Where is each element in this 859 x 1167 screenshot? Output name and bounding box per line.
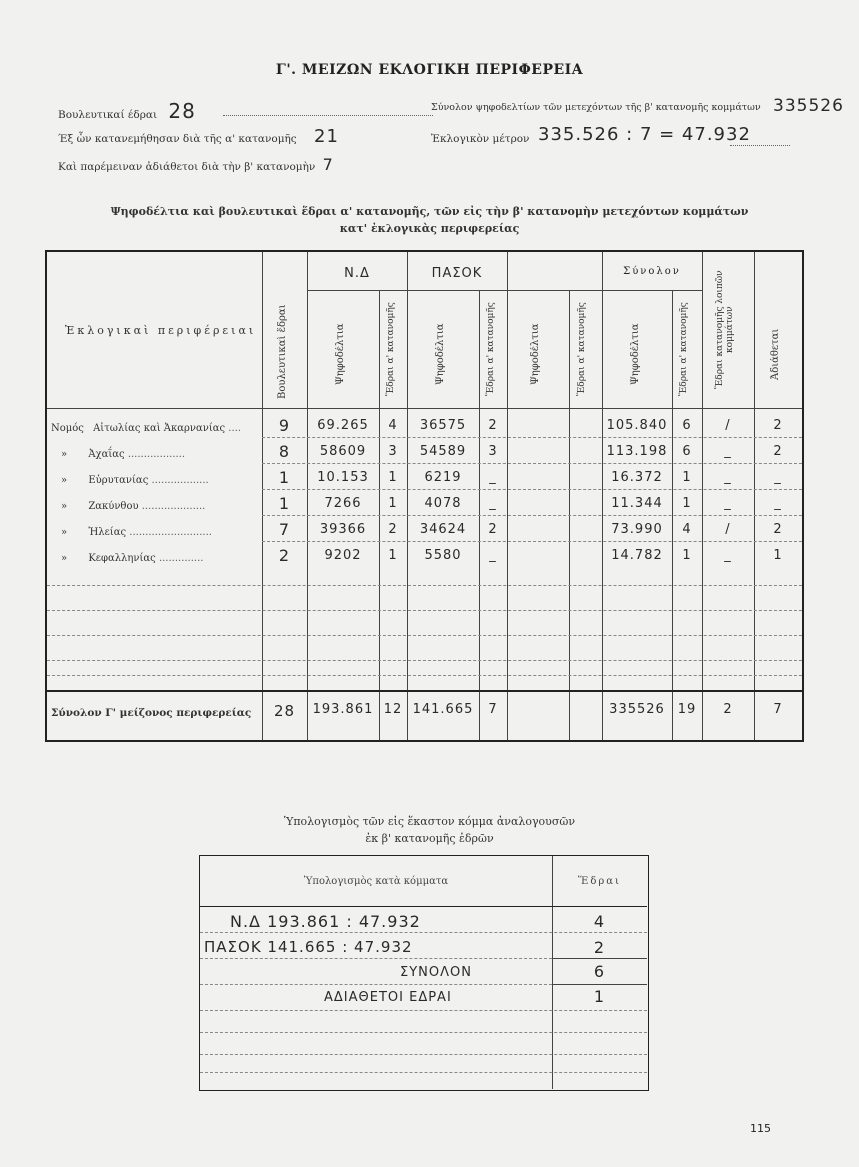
nd-seats-cell: 1 bbox=[388, 548, 398, 563]
row-prefix: » bbox=[61, 527, 68, 538]
unalloc-header: Ἀδιάθεται bbox=[770, 328, 781, 381]
calc-line-text: ΠΑΣΟΚ 141.665 : 47.932 bbox=[204, 938, 413, 956]
region-name: Αἰτωλίας καὶ Ἀκαρνανίας bbox=[93, 423, 226, 434]
nd-votes-cell: 7266 bbox=[324, 496, 362, 511]
total-votes-cell: 14.782 bbox=[611, 548, 663, 563]
nd-votes-cell: 58609 bbox=[319, 444, 367, 459]
total-row-label: Σύνολον Γ' μείζονος περιφερείας bbox=[51, 707, 252, 719]
first-alloc-value: 21 bbox=[314, 126, 339, 147]
other-seats-cell: _ bbox=[724, 548, 732, 563]
nd-votes-cell: 10.153 bbox=[317, 470, 369, 485]
other-seats-cell: _ bbox=[724, 496, 732, 511]
total-header: Σύνολον bbox=[623, 266, 681, 277]
total-nd-votes: 193.861 bbox=[312, 702, 374, 717]
calc-line-text: Ν.Δ 193.861 : 47.932 bbox=[230, 912, 421, 931]
nd-votes-cell: 9202 bbox=[324, 548, 362, 563]
other-seats-cell: _ bbox=[724, 470, 732, 485]
total-total-votes: 335526 bbox=[609, 702, 665, 717]
region-name: Κεφαλληνίας bbox=[88, 553, 156, 564]
total-seats-cell: 4 bbox=[682, 522, 692, 537]
party1-header: Ν.Δ bbox=[344, 266, 370, 281]
calc-subtitle: ἐκ β' κατανομῆς ἑδρῶν bbox=[365, 832, 494, 845]
party1-votes-header: Ψηφοδέλτια bbox=[335, 323, 346, 386]
unalloc-cell: 1 bbox=[773, 548, 783, 563]
total-votes-cell: 73.990 bbox=[611, 522, 663, 537]
unalloc-cell: 2 bbox=[773, 444, 783, 459]
pasok-votes-cell: 54589 bbox=[419, 444, 467, 459]
pasok-votes-cell: 4078 bbox=[424, 496, 462, 511]
nd-seats-cell: 4 bbox=[388, 418, 398, 433]
total-votes-label: Σύνολον ψηφοδελτίων τῶν μετεχόντων τῆς β' κατανομῆς κομμάτων bbox=[431, 102, 761, 113]
calc-title: Ὑπολογισμὸς τῶν εἰς ἕκαστον κόμμα ἀναλογουσῶν bbox=[283, 815, 576, 828]
seats-table: Ἐκλογικαὶ περιφέρειαι Βουλευτικαὶ ἕδραι Ν.Δ Ψηφοδέλτια Ἕδραι α' κατανομῆς ΠΑΣΟΚ Ψηφοδέλτια Ἕδραι α' κατανομῆς Ψηφοδέλτια Ἕδραι α' κατανομῆς Σύνολον Ψηφοδέλτια Ἕδραι α' κατανομῆς Ἕδραι κατανομῆς λοιπῶν κομμάτων Ἀδιάθεται Νομός Αἰτωλίας καὶ Ἀκαρνανίας .... 9 69.265 4 36575 2 105.840 6 / 2 » Ἀχαΐας .................. 8 58609 3 54589 3 113.198 6 _ 2 » Εὐρυτανίας .................. 1 10.153 1 6219 _ 16.372 1 _ _ » Ζακύνθου .................... 1 7266 1 4078 _ 11.344 1 _ _ » Ἠλείας .......................... 7 39366 2 34624 2 73.990 4 / 2 » Κεφαλληνίας .............. 2 9202 1 5580 _ 14.782 1 _ 1 Σύνολον Γ' μείζονος περιφερείας 28 193.861 12 141.665 7 335526 19 2 7 bbox=[45, 250, 804, 742]
calc-line-text: ΣΥΝΟΛΟΝ bbox=[400, 965, 472, 980]
party1-seats-header: Ἕδραι α' κατανομῆς bbox=[386, 302, 396, 396]
total-votes-cell: 16.372 bbox=[611, 470, 663, 485]
unalloc-cell: _ bbox=[774, 470, 782, 485]
party3-seats-header: Ἕδραι α' κατανομῆς bbox=[577, 302, 587, 396]
total-pasok-votes: 141.665 bbox=[412, 702, 474, 717]
seats-cell: 7 bbox=[278, 520, 291, 539]
nd-seats-cell: 3 bbox=[388, 444, 398, 459]
nd-seats-cell: 1 bbox=[388, 470, 398, 485]
nd-seats-cell: 2 bbox=[388, 522, 398, 537]
seats-value: 28 bbox=[168, 99, 196, 123]
pasok-seats-cell: 2 bbox=[488, 522, 498, 537]
total-seats-sum: 28 bbox=[273, 702, 296, 720]
unalloc-cell: 2 bbox=[773, 418, 783, 433]
party2-seats-header: Ἕδραι α' κατανομῆς bbox=[486, 302, 496, 396]
pasok-seats-cell: _ bbox=[489, 470, 497, 485]
pasok-seats-cell: _ bbox=[489, 548, 497, 563]
pasok-votes-cell: 5580 bbox=[424, 548, 462, 563]
calc-line-seats: 6 bbox=[593, 962, 606, 981]
calc-table bbox=[199, 855, 649, 1091]
seats-header: Βουλευτικαὶ ἕδραι bbox=[277, 304, 288, 400]
row-prefix: » bbox=[61, 475, 68, 486]
party3-votes-header: Ψηφοδέλτια bbox=[530, 323, 541, 386]
total-votes-cell: 113.198 bbox=[606, 444, 668, 459]
total-seats-cell: 6 bbox=[682, 418, 692, 433]
seats-line bbox=[58, 99, 378, 123]
pasok-seats-cell: 3 bbox=[488, 444, 498, 459]
row-prefix: » bbox=[61, 501, 68, 512]
remaining-parties-header: Ἕδραι κατανομῆς λοιπῶν κομμάτων bbox=[715, 270, 735, 389]
region-name: Ἀχαΐας bbox=[88, 449, 125, 460]
nd-votes-cell: 39366 bbox=[319, 522, 367, 537]
region-name: Ζακύνθου bbox=[88, 501, 139, 512]
calc-col1-header: Ὑπολογισμὸς κατὰ κόμματα bbox=[303, 876, 449, 887]
total-votes-cell: 105.840 bbox=[606, 418, 668, 433]
party2-header: ΠΑΣΟΚ bbox=[431, 266, 483, 281]
total-seats-cell: 1 bbox=[682, 470, 692, 485]
calc-col2-header: Ἕδραι bbox=[578, 876, 621, 887]
nd-votes-cell: 69.265 bbox=[317, 418, 369, 433]
nd-seats-cell: 1 bbox=[388, 496, 398, 511]
calc-line-seats: 4 bbox=[593, 912, 606, 931]
row-prefix: Νομός bbox=[51, 423, 84, 434]
page-title: Γ'. ΜΕΙΖΩΝ ΕΚΛΟΓΙΚΗ ΠΕΡΙΦΕΡΕΙΑ bbox=[275, 62, 584, 78]
pasok-votes-cell: 34624 bbox=[419, 522, 467, 537]
other-seats-cell: _ bbox=[724, 444, 732, 459]
remaining-value: 7 bbox=[322, 155, 334, 174]
row-prefix: » bbox=[61, 553, 68, 564]
first-alloc-label: Έξ ὧν κατανεμήθησαν διὰ τῆς α' κατανομῆς bbox=[58, 133, 297, 145]
calc-line-seats: 2 bbox=[593, 938, 606, 957]
seats-cell: 1 bbox=[278, 494, 291, 513]
total-votes-cell: 11.344 bbox=[611, 496, 663, 511]
seats-label: Βουλευτικαί έδραι bbox=[58, 109, 158, 121]
total-seats-cell: 6 bbox=[682, 444, 692, 459]
pasok-votes-cell: 36575 bbox=[419, 418, 467, 433]
region-header: Ἐκλογικαὶ περιφέρειαι bbox=[65, 324, 257, 337]
seats-cell: 1 bbox=[278, 468, 291, 487]
other-seats-cell: / bbox=[725, 522, 731, 537]
region-name: Ἠλείας bbox=[88, 527, 127, 538]
total-total-seats: 19 bbox=[677, 702, 697, 717]
row-prefix: » bbox=[61, 449, 68, 460]
total-unalloc: 7 bbox=[773, 702, 783, 717]
calc-line-seats: 1 bbox=[593, 987, 606, 1006]
total-votes-value: 335526 bbox=[773, 96, 844, 116]
total-other-seats: 2 bbox=[723, 702, 733, 717]
total-votes-col-header: Ψηφοδέλτια bbox=[630, 323, 641, 386]
remaining-label: Καὶ παρέμειναν ἀδιάθετοι διὰ τὴν β' κατανομὴν bbox=[58, 161, 316, 173]
table-title: Ψηφοδέλτια καὶ βουλευτικαὶ ἕδραι α' κατανομῆς, τῶν εἰς τὴν β' κατανομὴν μετεχόντων κομμάτων bbox=[110, 205, 749, 218]
unalloc-cell: 2 bbox=[773, 522, 783, 537]
total-seats-header: Ἕδραι α' κατανομῆς bbox=[679, 302, 689, 396]
pasok-seats-cell: 2 bbox=[488, 418, 498, 433]
total-seats-cell: 1 bbox=[682, 548, 692, 563]
pasok-seats-cell: _ bbox=[489, 496, 497, 511]
seats-cell: 9 bbox=[278, 416, 291, 435]
total-nd-seats: 12 bbox=[383, 702, 403, 717]
total-seats-cell: 1 bbox=[682, 496, 692, 511]
quota-value: 335.526 : 7 = 47.932 bbox=[538, 124, 751, 145]
seats-cell: 8 bbox=[278, 442, 291, 461]
remaining-line bbox=[58, 155, 388, 174]
party2-votes-header: Ψηφοδέλτια bbox=[435, 323, 446, 386]
table-subtitle: κατ' ἐκλογικὰς περιφερείας bbox=[339, 222, 520, 235]
quota-label: Ἐκλογικὸν μέτρον bbox=[431, 133, 530, 145]
region-name: Εὐρυτανίας bbox=[88, 475, 149, 486]
unalloc-cell: _ bbox=[774, 496, 782, 511]
pasok-votes-cell: 6219 bbox=[424, 470, 462, 485]
seats-cell: 2 bbox=[278, 546, 291, 565]
other-seats-cell: / bbox=[725, 418, 731, 433]
total-pasok-seats: 7 bbox=[488, 702, 498, 717]
first-alloc-line bbox=[58, 126, 388, 147]
calc-line-text: ΑΔΙΑΘΕΤΟΙ ΕΔΡΑΙ bbox=[324, 990, 452, 1005]
page-number: 115 bbox=[750, 1122, 771, 1135]
